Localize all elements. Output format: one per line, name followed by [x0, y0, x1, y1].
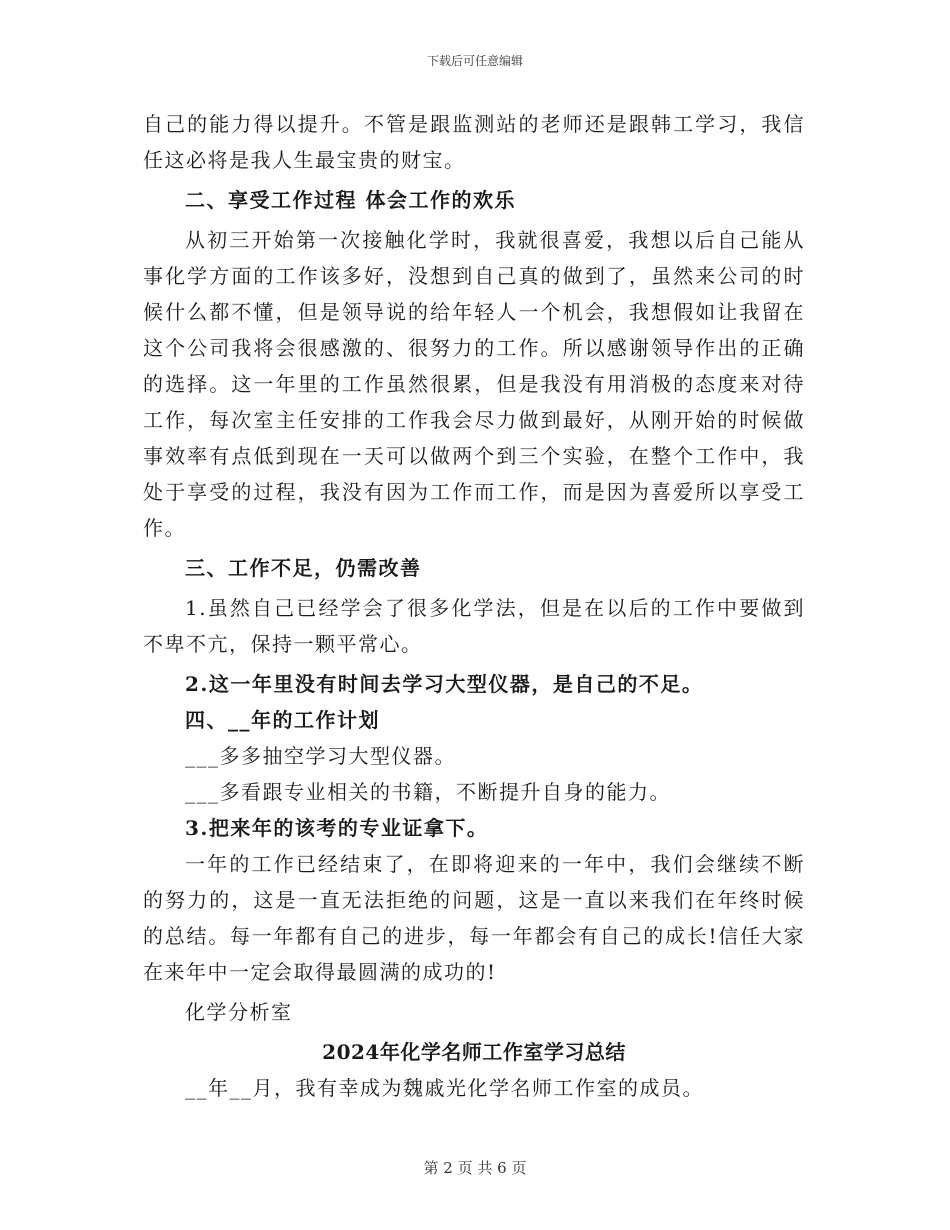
page-header: 下载后可任意编辑: [426, 54, 523, 68]
section-heading-3: 三、工作不足，仍需改善: [185, 556, 422, 580]
plan-item-1: ___多多抽空学习大型仪器。: [185, 744, 456, 768]
section-heading-4: 四、__年的工作计划: [185, 708, 380, 732]
page-number: 第 2 页 共 6 页: [423, 1159, 527, 1177]
paragraph-continuation: 自己的能力得以提升。不管是跟监测站的老师还是跟韩工学习，我信任这必将是我人生最宝贵的财宝。: [143, 112, 805, 172]
paragraph-enjoy-work: 从初三开始第一次接触化学时，我就很喜爱，我想以后自己能从事化学方面的工作该多好，没想到自己真的做到了，虽然来公司的时候什么都不懂，但是领导说的给年轻人一个机会，我想假如让我留在这个公司我将会很感激的、很努力的工作。所以感谢领导作出的正确的选择。这一年里的工作虽然很累，但是我没有用消极的态度来对待工作，每次室主任安排的工作我会尽力做到最好，从刚开始的时候做事效率有点低到现在一天可以做两个到三个实验，在整个工作中，我处于享受的过程，我没有因为工作而工作，而是因为喜爱所以享受工作。: [143, 228, 805, 540]
list-item-2: 2.这一年里没有时间去学习大型仪器，是自己的不足。: [185, 672, 704, 696]
document-body: [143, 106, 805, 1106]
plan-item-2: ___多看跟专业相关的书籍，不断提升自身的能力。: [185, 780, 671, 804]
plan-item-3: 3.把来年的该考的专业证拿下。: [185, 816, 489, 840]
paragraph-intro: __年__月，我有幸成为魏戚光化学名师工作室的成员。: [185, 1076, 704, 1100]
list-item-1: 1.虽然自己已经学会了很多化学法，但是在以后的工作中要做到不卑不亢，保持一颗平常心。: [143, 596, 805, 656]
signature-department: 化学分析室: [185, 1000, 293, 1024]
section-heading-2: 二、享受工作过程 体会工作的欢乐: [185, 188, 516, 212]
paragraph-conclusion: 一年的工作已经结束了，在即将迎来的一年中，我们会继续不断的努力的，这是一直无法拒绝的问题，这是一直以来我们在年终时候的总结。每一年都有自己的进步，每一年都会有自己的成长!信任大家在来年中一定会取得最圆满的成功的!: [143, 852, 805, 984]
document-title: 2024年化学名师工作室学习总结: [322, 1040, 626, 1064]
